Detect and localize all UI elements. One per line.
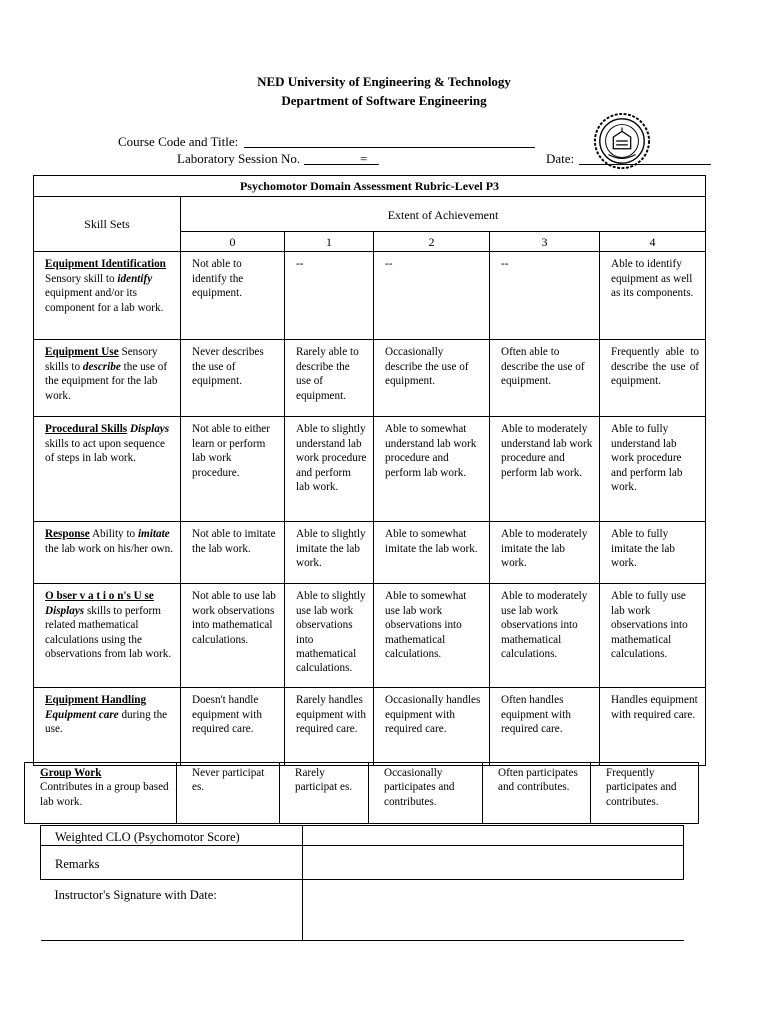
- department-name: Department of Software Engineering: [281, 93, 487, 108]
- table-row: [25, 763, 699, 824]
- rubric-cell: Frequently participates and contributes.: [591, 763, 699, 824]
- rubric-cell: Handles equipment with required care.: [600, 688, 706, 766]
- rubric-cell: Frequently able to describe the use of equipment.: [600, 340, 706, 417]
- score-table: [40, 825, 684, 941]
- skill-name: Procedural Skills: [45, 423, 128, 436]
- skill-verb: identify: [117, 272, 153, 285]
- level-header: 3: [490, 232, 600, 252]
- rubric-cell: Never participat es.: [177, 763, 280, 824]
- skill-name: Group Work: [40, 767, 102, 779]
- lab-session-equals: =: [360, 151, 368, 166]
- rubric-title: Psychomotor Domain Assessment Rubric-Level P3: [34, 176, 706, 197]
- weighted-clo-field[interactable]: [303, 826, 684, 846]
- course-code-label: Course Code and Title:: [118, 134, 239, 149]
- skill-cell: [25, 763, 177, 824]
- rubric-cell: Able to moderately understand lab work procedure and perform lab work.: [490, 417, 600, 522]
- table-row: [34, 584, 706, 688]
- university-name: NED University of Engineering & Technology: [257, 74, 511, 89]
- skill-cell: [34, 584, 181, 688]
- lab-session-field[interactable]: [304, 151, 379, 165]
- level-header: 1: [285, 232, 374, 252]
- rubric-cell: Able to moderately imitate the lab work.: [490, 522, 600, 584]
- signature-label: Instructor's Signature with Date:: [41, 880, 303, 941]
- skill-verb: Displays: [129, 423, 170, 436]
- skill-sets-header: Skill Sets: [34, 197, 181, 252]
- skill-verb: imitate: [137, 528, 170, 541]
- signature-field[interactable]: [303, 880, 684, 941]
- skill-name: Equipment Use: [45, 346, 119, 359]
- skill-verb: describe: [82, 360, 121, 373]
- rubric-cell: Not able to use lab work observations into mathematical calculations.: [181, 584, 285, 688]
- rubric-cell: Able to slightly imitate the lab work.: [285, 522, 374, 584]
- rubric-cell: --: [490, 252, 600, 340]
- lab-session-label: Laboratory Session No.: [177, 151, 301, 166]
- rubric-cell: Able to slightly understand lab work procedure and perform lab work.: [285, 417, 374, 522]
- rubric-cell: --: [285, 252, 374, 340]
- group-work-table: [24, 762, 699, 824]
- skill-desc: the lab work on his/her own.: [45, 542, 174, 555]
- university-logo-icon: [593, 112, 651, 170]
- extent-header: Extent of Achievement: [181, 197, 706, 232]
- skill-desc: skills to act upon sequence of steps in lab work.: [45, 437, 165, 465]
- skill-verb: Displays: [45, 604, 85, 617]
- rubric-cell: Able to slightly use lab work observations into mathematical calculations.: [285, 584, 374, 688]
- level-header: 4: [600, 232, 706, 252]
- level-header: 2: [374, 232, 490, 252]
- rubric-cell: Not able to identify the equipment.: [181, 252, 285, 340]
- rubric-cell: Rarely able to describe the use of equipment.: [285, 340, 374, 417]
- rubric-table: [33, 175, 706, 766]
- skill-desc: during the use.: [45, 708, 168, 736]
- rubric-cell: Able to fully understand lab work procedure and perform lab work.: [600, 417, 706, 522]
- remarks-label: Remarks: [41, 846, 303, 880]
- rubric-cell: Not able to either learn or perform lab work procedure.: [181, 417, 285, 522]
- rubric-cell: Able to somewhat use lab work observations into mathematical calculations.: [374, 584, 490, 688]
- date-label: Date:: [546, 151, 575, 166]
- skill-cell: [34, 688, 181, 766]
- skill-verb: Equipment care: [45, 708, 119, 721]
- rubric-cell: Occasionally participates and contributes.: [369, 763, 483, 824]
- rubric-cell: Rarely handles equipment with required care.: [285, 688, 374, 766]
- course-code-field[interactable]: [244, 134, 535, 148]
- skill-name: Equipment Identification: [45, 258, 166, 271]
- rubric-cell: Rarely participat es.: [280, 763, 369, 824]
- table-row: [34, 340, 706, 417]
- rubric-cell: Able to fully imitate the lab work.: [600, 522, 706, 584]
- skill-desc: Sensory skill to: [45, 272, 118, 285]
- rubric-cell: Doesn't handle equipment with required care.: [181, 688, 285, 766]
- skill-desc: the use of the equipment for the lab work.: [45, 360, 168, 402]
- skill-cell: [34, 252, 181, 340]
- rubric-cell: Able to somewhat understand lab work procedure and perform lab work.: [374, 417, 490, 522]
- skill-cell: [34, 417, 181, 522]
- table-row: [34, 522, 706, 584]
- rubric-cell: Often able to describe the use of equipment.: [490, 340, 600, 417]
- table-row: [34, 688, 706, 766]
- rubric-cell: Not able to imitate the lab work.: [181, 522, 285, 584]
- rubric-cell: Often handles equipment with required care.: [490, 688, 600, 766]
- rubric-cell: Able to somewhat imitate the lab work.: [374, 522, 490, 584]
- skill-name: Response: [45, 528, 90, 541]
- skill-desc: Sensory skills to: [45, 346, 158, 373]
- rubric-cell: --: [374, 252, 490, 340]
- remarks-field[interactable]: [303, 846, 684, 880]
- skill-desc: skills to perform related mathematical calculations using the observations from lab work.: [45, 604, 172, 661]
- rubric-cell: Never describes the use of equipment.: [181, 340, 285, 417]
- rubric-cell: Able to fully use lab work observations into mathematical calculations.: [600, 584, 706, 688]
- rubric-cell: Often participates and contributes.: [483, 763, 591, 824]
- skill-desc: Contributes in a group based lab work.: [40, 781, 169, 808]
- skill-cell: [34, 522, 181, 584]
- table-row: [34, 252, 706, 340]
- skill-desc: Ability to: [89, 528, 138, 541]
- rubric-cell: Occasionally describe the use of equipment.: [374, 340, 490, 417]
- skill-name: O bser v a t i o n's U se: [45, 590, 154, 603]
- skill-cell: [34, 340, 181, 417]
- level-header: 0: [181, 232, 285, 252]
- skill-name: Equipment Handling: [45, 694, 147, 707]
- table-row: [34, 417, 706, 522]
- weighted-clo-label: Weighted CLO (Psychomotor Score): [41, 826, 303, 846]
- skill-desc: equipment and/or its component for a lab work.: [45, 287, 164, 314]
- rubric-cell: Occasionally handles equipment with required care.: [374, 688, 490, 766]
- rubric-cell: Able to identify equipment as well as its components.: [600, 252, 706, 340]
- rubric-cell: Able to moderately use lab work observations into mathematical calculations.: [490, 584, 600, 688]
